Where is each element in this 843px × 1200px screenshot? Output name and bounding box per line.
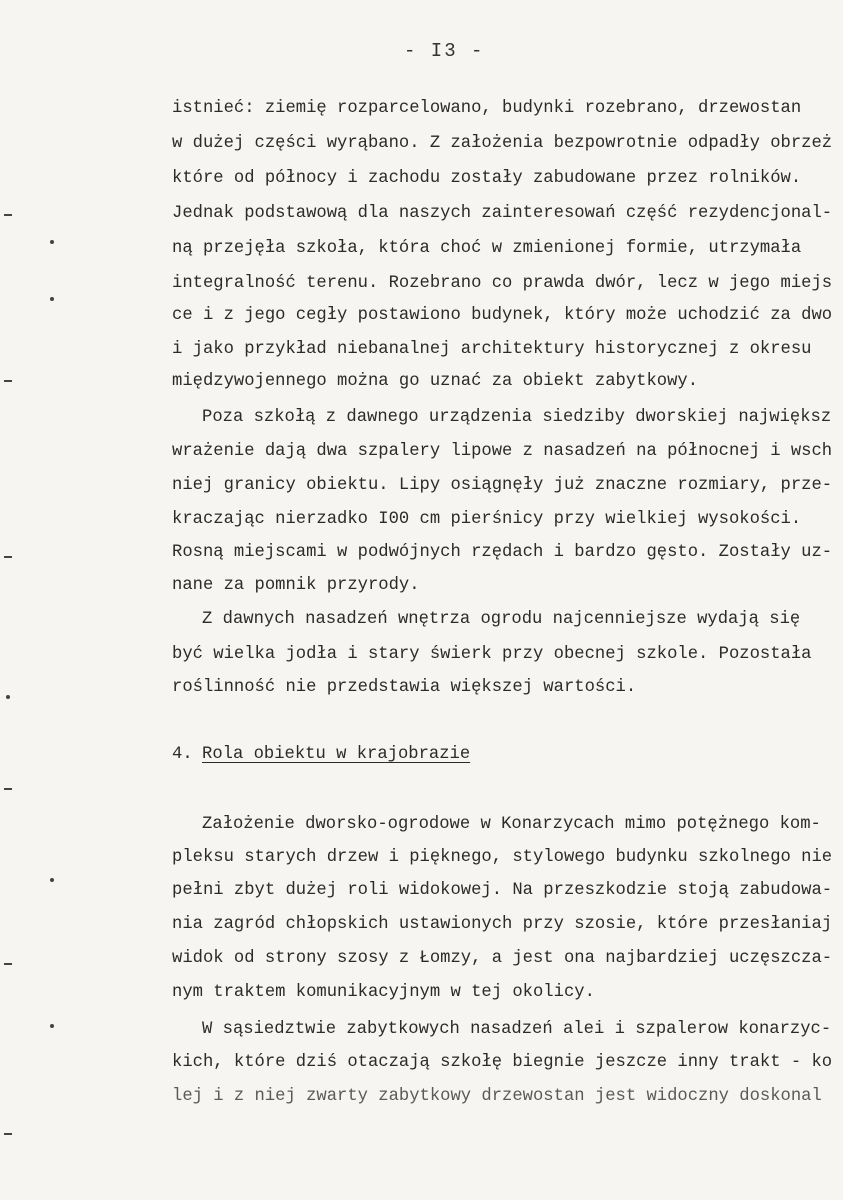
- text-line: ce i z jego cegły postawiono budynek, który może uchodzić za dwo: [172, 306, 832, 325]
- text-line: Założenie dworsko-ogrodowe w Konarzycach mimo potężnego kom-: [202, 815, 821, 834]
- margin-dot: [50, 878, 54, 882]
- text-line: nym traktem komunikacyjnym w tej okolicy.: [172, 983, 595, 1002]
- margin-dot: [50, 1024, 54, 1028]
- text-line: i jako przykład niebanalnej architektury historycznej z okresu: [172, 340, 812, 359]
- margin-dot: [50, 240, 54, 244]
- text-line: które od północy i zachodu zostały zabudowane przez rolników.: [172, 169, 802, 188]
- text-line: kich, które dziś otaczają szkołę biegnie jeszcze inny trakt - ko: [172, 1053, 832, 1072]
- text-line: Jednak podstawową dla naszych zainteresowań część rezydencjonal-: [172, 204, 832, 223]
- text-line: kraczając nierzadko I00 cm pierśnicy przy wielkiej wysokości.: [172, 510, 802, 529]
- margin-mark: [4, 214, 12, 216]
- margin-mark: [4, 556, 12, 558]
- text-line: nane za pomnik przyrody.: [172, 576, 420, 595]
- text-line: roślinność nie przedstawia większej wartości.: [172, 678, 637, 697]
- margin-dot: [6, 695, 10, 699]
- text-line: istnieć: ziemię rozparcelowano, budynki rozebrano, drzewostan: [172, 99, 802, 118]
- margin-mark: [4, 963, 12, 965]
- text-line: pleksu starych drzew i pięknego, stylowego budynku szkolnego nie: [172, 848, 832, 867]
- text-line: integralność terenu. Rozebrano co prawda dwór, lecz w jego miejs: [172, 274, 832, 293]
- margin-mark: [4, 380, 12, 382]
- text-line: Rosną miejscami w podwójnych rzędach i bardzo gęsto. Zostały uz-: [172, 543, 832, 562]
- text-line: wrażenie dają dwa szpalery lipowe z nasadzeń na północnej i wsch: [172, 442, 832, 461]
- text-line: lej i z niej zwarty zabytkowy drzewostan jest widoczny doskonal: [172, 1087, 822, 1106]
- text-line: międzywojennego można go uznać za obiekt zabytkowy.: [172, 372, 699, 391]
- margin-mark: [4, 788, 12, 790]
- text-line: pełni zbyt dużej roli widokowej. Na przeszkodzie stoją zabudowa-: [172, 881, 832, 900]
- margin-dot: [50, 297, 54, 301]
- page-number: - I3 -: [404, 40, 485, 62]
- section-title: Rola obiektu w krajobrazie: [202, 745, 471, 764]
- text-line: być wielka jodła i stary świerk przy obecnej szkole. Pozostała: [172, 645, 812, 664]
- text-line: Z dawnych nasadzeń wnętrza ogrodu najcenniejsze wydają się: [202, 610, 801, 629]
- text-line: w dużej części wyrąbano. Z założenia bezpowrotnie odpadły obrzeż: [172, 134, 832, 153]
- text-line: widok od strony szosy z Łomzy, a jest ona najbardziej uczęszcza-: [172, 949, 832, 968]
- section-number: 4.: [172, 745, 193, 764]
- text-line: niej granicy obiektu. Lipy osiągnęły już znaczne rozmiary, prze-: [172, 476, 832, 495]
- text-line: Poza szkołą z dawnego urządzenia siedziby dworskiej największ: [202, 408, 832, 427]
- margin-mark: [4, 1133, 12, 1135]
- text-line: ną przejęła szkoła, która choć w zmienionej formie, utrzymała: [172, 239, 802, 258]
- text-line: W sąsiedztwie zabytkowych nasadzeń alei i szpalerow konarzyc-: [202, 1020, 832, 1039]
- text-line: nia zagród chłopskich ustawionych przy szosie, które przesłaniaj: [172, 915, 832, 934]
